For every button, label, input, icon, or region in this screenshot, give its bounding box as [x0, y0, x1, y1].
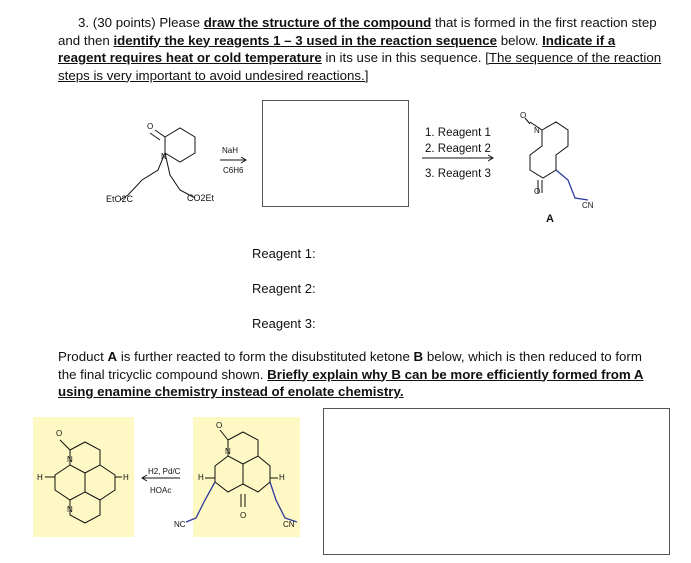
svg-text:O: O: [534, 187, 541, 196]
svg-text:O: O: [240, 511, 247, 520]
acid-reagent: HOAc: [150, 486, 172, 495]
nitrile-label-left: NC: [174, 520, 186, 529]
svg-text:O: O: [216, 421, 223, 430]
question-number: 3.: [78, 15, 90, 30]
svg-text:N: N: [225, 447, 231, 456]
ester-chain-right: [165, 153, 195, 198]
svg-text:N: N: [67, 455, 73, 464]
ester-left-label: EtO2C: [106, 194, 134, 204]
svg-text:H: H: [123, 473, 129, 482]
part-two-text: Product A is further reacted to form the disubstituted ketone B below, which is then reduced to form the final tricyclic compound shown. Briefly explain why B can be more efficiently formed from A using enamine chemistry instead of enolate chemistry.: [58, 349, 644, 399]
step-2-label: 2. Reagent 2: [425, 143, 491, 155]
sequence-note: [The sequence of the reaction steps is very important to avoid undesired reactions.]: [58, 50, 662, 83]
step-3-label: 3. Reagent 3: [425, 168, 491, 180]
nitrile-label-right: CN: [283, 520, 295, 529]
explain-instruction: Briefly explain why B can be more efficiently formed from A using enamine chemistry instead of enolate chemistry.: [58, 366, 644, 399]
instruction-temperature: Indicate if a reagent requires heat or cold temperature: [58, 32, 616, 65]
instruction-identify: identify the key reagents 1 – 3 used in the reaction sequence: [113, 32, 497, 48]
ester-right-label: CO2Et: [187, 193, 215, 203]
reagent-2-label: Reagent 2:: [252, 281, 316, 296]
hydrogenation-reagent: H2, Pd/C: [148, 467, 181, 476]
reagent-1-label: Reagent 1:: [252, 246, 316, 261]
question-points: (30 points) Please: [92, 15, 200, 30]
question-text: 3. (30 points) Please draw the structure of the compound that is formed in the first reaction step and then identify the key reagents 1 – 3 used in the reaction sequence below. Indicate if a reagent requires heat or cold temperature in its use in this sequence. [The sequence of the reaction steps is very important to avoid undesired reactions.]: [58, 15, 662, 83]
svg-text:O: O: [56, 429, 63, 438]
svg-text:H: H: [198, 473, 204, 482]
solvent-reagent: C6H6: [223, 166, 244, 175]
ester-chain-left: [120, 153, 165, 200]
svg-text:N: N: [67, 505, 73, 514]
svg-text:H: H: [37, 473, 43, 482]
instruction-draw: draw the structure of the compound: [203, 15, 432, 30]
svg-text:N: N: [161, 152, 167, 161]
product-a-label: A: [546, 213, 554, 225]
svg-text:O: O: [147, 122, 154, 131]
step-1-label: 1. Reagent 1: [425, 127, 491, 139]
svg-text:H: H: [279, 473, 285, 482]
base-reagent: NaH: [222, 146, 239, 155]
nitrile-label-a: CN: [582, 201, 594, 210]
svg-text:N: N: [534, 126, 540, 135]
reagent-3-label: Reagent 3:: [252, 316, 316, 331]
svg-text:O: O: [520, 111, 527, 120]
